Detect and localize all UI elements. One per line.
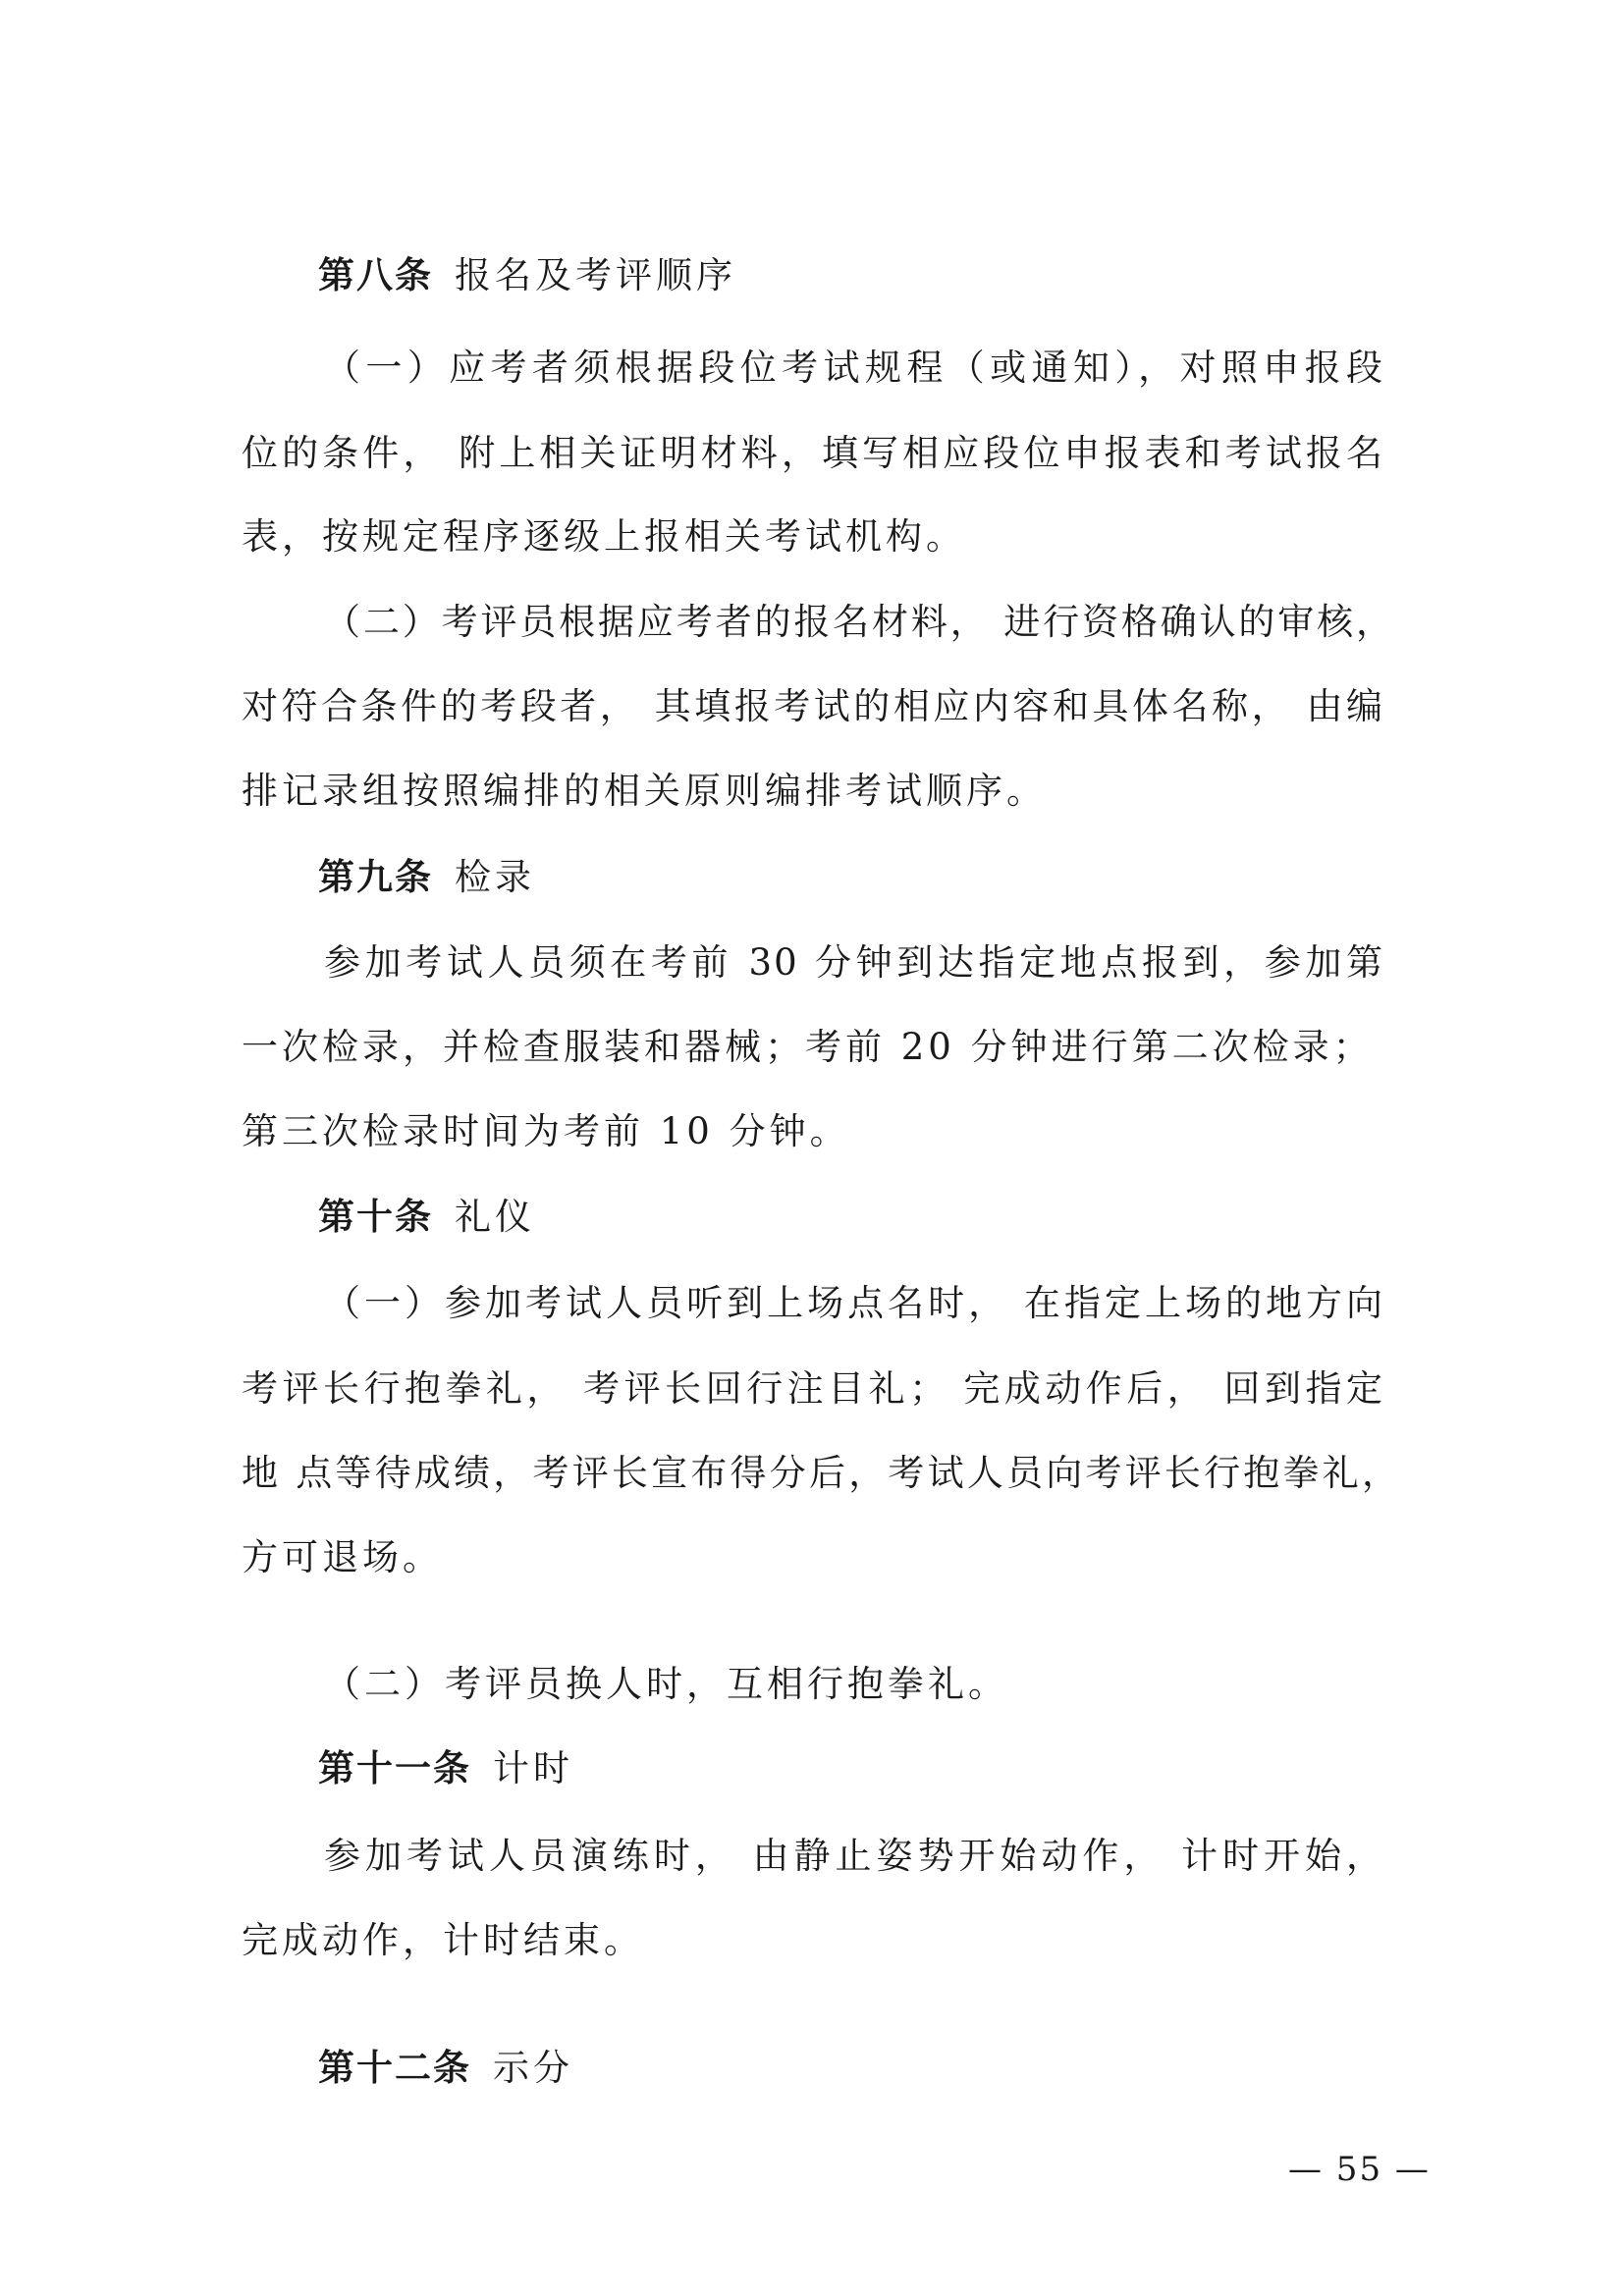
article-12-title: 示分: [493, 2047, 573, 2089]
article-10-line-1: （一）参加考试人员听到上场点名时， 在指定上场的地方向: [324, 1282, 1384, 1324]
article-10-line-4: 方可退场。: [242, 1536, 443, 1578]
article-8-line-6: 排记录组按照编排的相关原则编排考试顺序。: [242, 770, 1047, 812]
article-8-line-2: 位的条件， 附上相关证明材料，填写相应段位申报表和考试报名: [242, 432, 1384, 474]
article-10-title: 礼仪: [455, 1196, 535, 1238]
article-11-title: 计时: [493, 1747, 573, 1789]
article-8-heading: [318, 254, 1477, 296]
article-8-title: 报名及考评顺序: [455, 254, 736, 296]
article-9-line-2: 一次检录，并检查服装和器械；考前 20 分钟进行第二次检录；: [242, 1026, 1374, 1068]
article-10-line-2: 考评长行抱拳礼， 考评长回行注目礼； 完成动作后， 回到指定: [242, 1367, 1384, 1410]
article-9-line-3: 第三次检录时间为考前 10 分钟。: [242, 1110, 850, 1152]
article-10-line-5: （二）考评员换人时，互相行抱拳礼。: [324, 1663, 1008, 1705]
page-number: — 55 —: [1288, 2150, 1431, 2189]
article-9-heading: [318, 856, 1477, 898]
article-8-line-1: （一）应考者须根据段位考试规程（或通知），对照申报段: [324, 347, 1384, 389]
article-11-line-2: 完成动作，计时结束。: [242, 1919, 644, 1961]
article-10-heading: [318, 1196, 1477, 1238]
article-8-line-4: （二）考评员根据应考者的报名材料， 进行资格确认的审核，: [324, 601, 1394, 643]
article-11-number: 第十一条: [318, 1747, 471, 1789]
article-8-number: 第八条: [318, 254, 433, 296]
article-8-line-3: 表，按规定程序逐级上报相关考试机构。: [242, 515, 966, 558]
article-9-title: 检录: [455, 856, 535, 898]
article-10-number: 第十条: [318, 1196, 433, 1238]
article-9-line-1: 参加考试人员须在考前 30 分钟到达指定地点报到，参加第: [324, 941, 1384, 984]
article-11-heading: [318, 1747, 1477, 1789]
article-11-line-1: 参加考试人员演练时， 由静止姿势开始动作， 计时开始，: [324, 1835, 1384, 1877]
article-8-line-5: 对符合条件的考段者， 其填报考试的相应内容和具体名称， 由编: [242, 685, 1384, 727]
article-10-line-3: 地 点等待成绩，考评长宣布得分后，考试人员向考评长行抱拳礼，: [242, 1452, 1400, 1494]
article-9-number: 第九条: [318, 856, 433, 898]
article-12-number: 第十二条: [318, 2047, 471, 2089]
article-12-heading: [318, 2047, 1477, 2089]
